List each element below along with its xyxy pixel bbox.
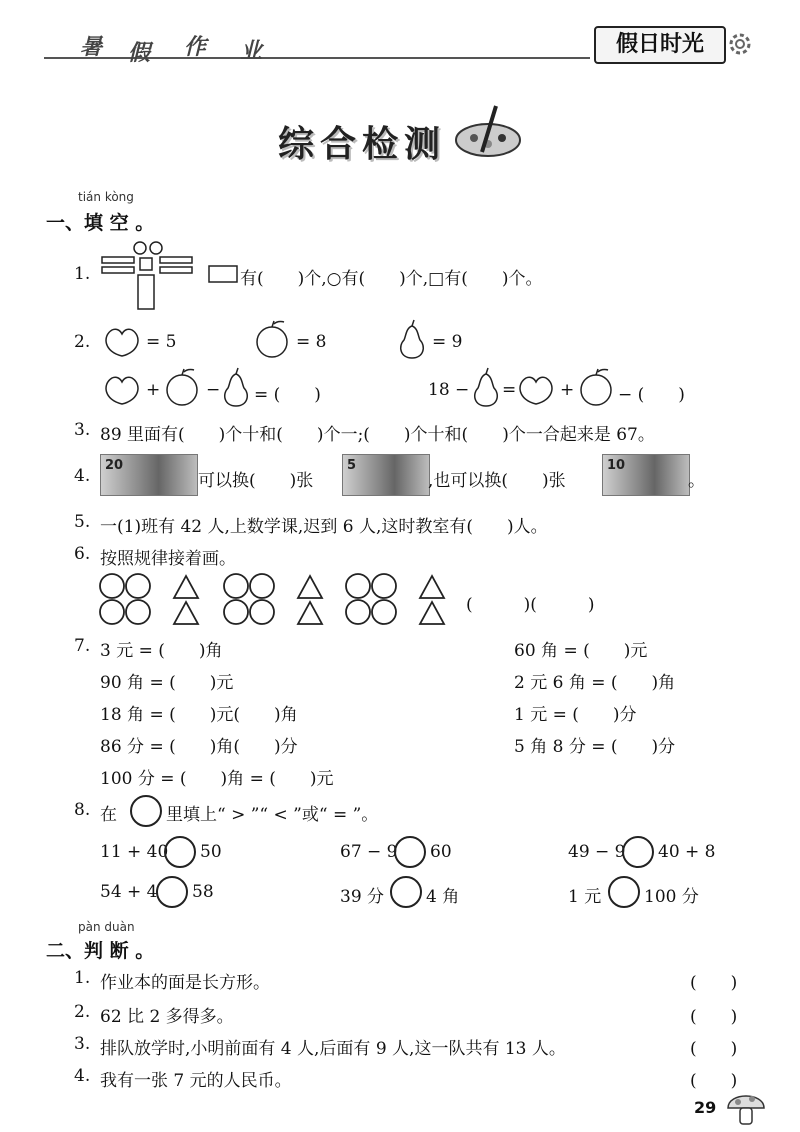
q3-number: 3. [74, 420, 91, 440]
banknote-5-value: 5 [347, 458, 357, 473]
gear-icon [724, 28, 756, 60]
q7-left-3: 18 角 = ( )元( )角 [100, 705, 298, 725]
pear-icon [218, 366, 254, 410]
q7-right-3: 1 元 = ( )分 [514, 705, 637, 725]
q2-answer-b: − ( ) [618, 385, 685, 405]
judge-2-text: 62 比 2 多得多。 [100, 1007, 234, 1027]
q2-answer-a: = ( ) [254, 385, 321, 405]
peach-icon [100, 322, 144, 360]
section2-title: 二、判 断 。 [46, 940, 155, 962]
section1-title: 一、填 空 。 [46, 212, 155, 234]
rectangle-symbol [208, 264, 238, 284]
q7-left-2: 90 角 = ( )元 [100, 673, 234, 693]
q8-item-3-a: 49 − 9 [568, 842, 626, 862]
q8-item-1-a: 11 + 40 [100, 842, 169, 862]
banknote-5 [342, 454, 430, 496]
q7-number: 7. [74, 636, 91, 656]
q3-text: 89 里面有( )个十和( )个一;( )个十和( )个一合起来是 67。 [100, 425, 655, 445]
q5-number: 5. [74, 512, 91, 532]
apple-icon [574, 366, 618, 408]
q7-right-1: 60 角 = ( )元 [514, 641, 648, 661]
header-badge: 假日时光 [594, 26, 726, 64]
q6-text: 按照规律接着画。 [100, 549, 236, 569]
banknote-20-value: 20 [105, 458, 124, 473]
banknote-10 [602, 454, 690, 496]
pear-icon [394, 318, 430, 362]
judge-3-answer[interactable]: ( ) [690, 1039, 738, 1059]
judge-1-text: 作业本的面是长方形。 [100, 973, 270, 993]
q7-right-2: 2 元 6 角 = ( )角 [514, 673, 676, 693]
plus-sign: + [560, 380, 575, 400]
q8-item-4-circle[interactable] [156, 876, 188, 908]
q8-item-2-circle[interactable] [394, 836, 426, 868]
q4-text-a: 可以换( )张 [198, 471, 314, 491]
peach-value: = 5 [146, 332, 177, 352]
pear-value: = 9 [432, 332, 463, 352]
q6-answer: ( )( ) [466, 595, 595, 615]
minus-sign: − [206, 380, 221, 400]
header-char-2: 假 [128, 41, 151, 66]
q8-item-3-b: 40 + 8 [658, 842, 716, 862]
q8-item-4-b: 58 [192, 882, 214, 902]
shape-figure [100, 240, 195, 312]
q7-left-4: 86 分 = ( )角( )分 [100, 737, 298, 757]
pear-icon [468, 366, 504, 410]
judge-4-text: 我有一张 7 元的人民币。 [100, 1071, 292, 1091]
header-char-1: 暑 [80, 35, 103, 60]
apple-icon [250, 318, 294, 360]
section2-pinyin: pàn duàn [78, 920, 135, 934]
mushroom-icon [724, 1084, 768, 1128]
equals-sign: = [502, 380, 517, 400]
judge-4-number: 4. [74, 1066, 91, 1086]
q8-item-3-circle[interactable] [622, 836, 654, 868]
q8-item-6-circle[interactable] [608, 876, 640, 908]
judge-4-answer[interactable]: ( ) [690, 1071, 738, 1091]
q8-item-4-a: 54 + 4 [100, 882, 158, 902]
q8-item-5-b: 4 角 [426, 887, 460, 907]
q8-item-6-b: 100 分 [644, 887, 699, 907]
q2-number: 2. [74, 332, 91, 352]
banknote-10-value: 10 [607, 458, 626, 473]
judge-3-text: 排队放学时,小明前面有 4 人,后面有 9 人,这一队共有 13 人。 [100, 1039, 566, 1059]
q2b-start: 18 − [428, 380, 470, 400]
banknote-20 [100, 454, 198, 496]
apple-icon [160, 366, 204, 408]
q8-instruction: 里填上“ > ”“ < ”或“ = ”。 [166, 805, 379, 825]
q8-item-5-circle[interactable] [390, 876, 422, 908]
page-number: 29 [694, 1098, 717, 1117]
page-title: 综合检测 [278, 124, 447, 165]
q8-item-5-a: 39 分 [340, 887, 385, 907]
pattern-sequence [98, 572, 458, 628]
judge-2-number: 2. [74, 1002, 91, 1022]
q1-text: 有( )个,○有( )个,□有( )个。 [240, 269, 543, 289]
judge-1-number: 1. [74, 968, 91, 988]
q8-item-1-circle[interactable] [164, 836, 196, 868]
q8-item-1-b: 50 [200, 842, 222, 862]
q8-number: 8. [74, 800, 91, 820]
peach-icon [100, 370, 144, 408]
q4-end: 。 [688, 471, 705, 491]
q8-circle-sample [130, 795, 162, 827]
q4-text-b: ,也可以换( )张 [428, 471, 566, 491]
q8-lead: 在 [100, 805, 117, 825]
q5-text: 一(1)班有 42 人,上数学课,迟到 6 人,这时教室有( )人。 [100, 517, 548, 537]
q1-number: 1. [74, 264, 91, 284]
header-char-3: 作 [184, 35, 207, 60]
q6-number: 6. [74, 544, 91, 564]
q8-item-6-a: 1 元 [568, 887, 602, 907]
plus-sign: + [146, 380, 161, 400]
judge-2-answer[interactable]: ( ) [690, 1007, 738, 1027]
peach-icon [514, 370, 558, 408]
header-char-4: 业 [240, 39, 263, 64]
judge-3-number: 3. [74, 1034, 91, 1054]
header-rule [44, 57, 590, 59]
section1-pinyin: tián kòng [78, 190, 134, 204]
q7-right-4: 5 角 8 分 = ( )分 [514, 737, 676, 757]
q8-item-2-b: 60 [430, 842, 452, 862]
q8-item-2-a: 67 − 9 [340, 842, 398, 862]
judge-1-answer[interactable]: ( ) [690, 973, 738, 993]
q7-left-1: 3 元 = ( )角 [100, 641, 223, 661]
q7-left-5: 100 分 = ( )角 = ( )元 [100, 769, 334, 789]
palette-icon [452, 100, 524, 164]
apple-value: = 8 [296, 332, 327, 352]
q4-number: 4. [74, 466, 91, 486]
